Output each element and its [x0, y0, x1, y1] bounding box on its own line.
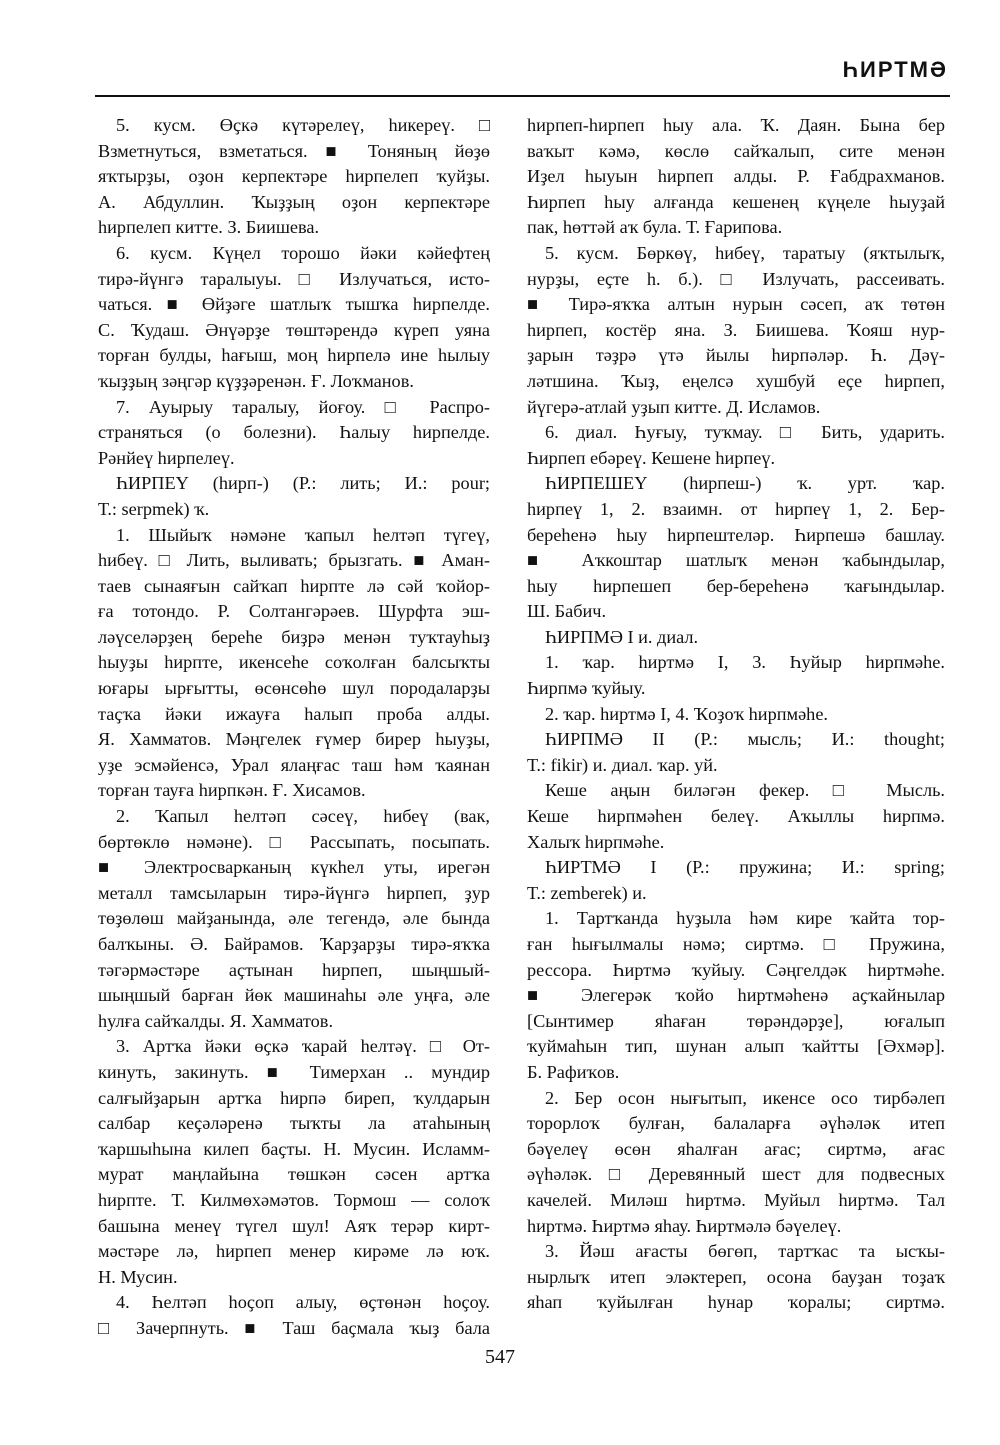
text-line: А. Абдуллин. Ҡыҙҙың оҙон керпектәре	[98, 191, 490, 212]
text-line: һиртмә. Һиртмә яһау. Һиртмәлә бәүелеү.	[527, 1215, 842, 1236]
text-line: 1. Тартҡанда һуҙыла һәм кире ҡайта тор-	[545, 908, 945, 929]
text-line: Иҙел һыуын һирпеп алды. Р. Ғабдрахманов.	[527, 166, 945, 187]
text-line: мәстәре лә, һирпеп менер кирәме лә юҡ.	[98, 1241, 490, 1262]
text-line: бөртөклө нәмәне). □ Рассыпать, посыпать.	[98, 831, 490, 852]
text-line: таев сынаяғын сайҡап һирпте лә сәй ҡойор-	[98, 575, 490, 596]
text-line: Халыҡ һирпмәһе.	[527, 831, 665, 852]
text-line: һулға сайҡалды. Я. Хамматов.	[98, 1010, 334, 1031]
text-line: 2. ҡар. һиртмә I, 4. Ҡоҙоҡ һирпмәһе.	[545, 703, 829, 724]
text-line: бәүелеү өсөн яһалған ағас; сиртмә, ағас	[527, 1138, 945, 1159]
text-line: Н. Мусин.	[98, 1266, 178, 1287]
text-line: береһенә һыу һирпештеләр. Һирпешә башлау.	[527, 524, 945, 545]
text-line: һирпеү 1, 2. взаимн. от һирпеү 1, 2. Бер-	[527, 498, 945, 519]
text-line: ■ Элегерәк ҡойо һиртмәһенә аҫҡайнылар	[527, 985, 945, 1006]
text-line: 3. Артҡа йәки өҫкә ҡарай һелтәү. □ От-	[116, 1036, 490, 1057]
text-line: ләтшина. Ҡыҙ, еңелсә хушбуй еҫе һирпеп,	[527, 370, 945, 391]
text-line: ҡуймаһын тип, шунан алып ҡайтты [Әхмәр].	[527, 1036, 945, 1057]
text-line: һирпеп, костёр яна. З. Биишева. Ҡояш нур-	[527, 319, 945, 340]
text-line: 2. Ҡапыл һелтәп сәсеү, һибеү (вак,	[116, 806, 490, 827]
text-line: нурҙы, еҫте һ. б.). □ Излучать, рассеивать.	[527, 268, 945, 289]
text-line: 1. Шыйыҡ нәмәне ҡапыл һелтәп түгеү,	[116, 524, 490, 545]
text-line: Т.: serpmek) ҡ.	[98, 498, 210, 519]
header-rule	[95, 95, 950, 97]
text-line: Б. Рафиҡов.	[527, 1061, 620, 1082]
text-line: страняться (о болезни). Һалыу һирпелде.	[98, 422, 490, 443]
text-line: яҡтырҙы, оҙон керпектәре һирпелеп ҡуйҙы.	[98, 166, 490, 187]
text-line: ған һығылмалы нәмә; сиртмә. □ Пружина,	[527, 934, 945, 954]
text-line: ләүселәрҙең береһе биҙрә менән туҡтауһыҙ	[98, 626, 490, 647]
text-line: йүгерә-атлай уҙып китте. Д. Исламов.	[527, 396, 821, 417]
text-line: һирпеп-һирпеп һыу ала. Ҡ. Даян. Бына бер	[527, 115, 945, 135]
text-line: салбар кеҫәләренә тыҡты ла атаһының	[98, 1113, 490, 1134]
text-line: ҺИРТМӘ I (Р.: пружина; И.: spring;	[545, 857, 945, 878]
right-column	[527, 113, 945, 1316]
text-line: С. Ҡудаш. Әнүәрҙе төштәрендә күреп уяна	[98, 319, 490, 340]
text-line: һыу һирпешеп бер-береһенә ҡағындылар.	[527, 575, 945, 596]
text-line: торған булды, һағыш, моң һирпелә ине һылыу	[98, 345, 490, 366]
text-line: төҙөлөш майҙанында, әле тегендә, әле бында	[98, 908, 490, 929]
text-line: Һирпеп һыу алғанда кешенең күңеле һыуҙай	[527, 191, 945, 212]
page-header	[95, 55, 950, 97]
text-line: ҡыҙҙың зәңгәр күҙҙәренән. Ғ. Лоҡманов.	[98, 370, 414, 391]
text-line: 3. Йәш ағасты бөгөп, тартҡас та ысҡы-	[545, 1241, 945, 1262]
text-line: Кеше һирпмәһен белеү. Аҡыллы һирпмә.	[527, 806, 945, 827]
text-line: ■ Электросварканың күкһел уты, ирегән	[98, 857, 490, 878]
text-line: Я. Хамматов. Мәңгелек ғүмер бирер һыуҙы,	[98, 729, 490, 750]
left-column	[98, 113, 490, 1342]
text-line: башына менеү түгел шул! Аяҡ терәр кирт-	[98, 1215, 490, 1236]
text-line: 1. ҡар. һиртмә I, 3. Һуйыр һирпмәһе.	[545, 652, 945, 673]
text-line: 6. кусм. Күңел торошо йәки кәйефтең	[116, 242, 490, 263]
text-line: балҡыны. Ә. Байрамов. Ҡарҙарҙы тирә-яҡҡа	[98, 934, 490, 954]
text-line: [Сынтимер яһаған төрәндәрҙе], юғалып	[527, 1010, 945, 1031]
text-line: Т.: fikir) и. диал. ҡар. уй.	[527, 754, 718, 775]
text-line: ваҡыт кәмә, көслө сайҡалып, сите менән	[527, 140, 945, 161]
text-line: ■ Аҡкоштар шатлыҡ менән ҡабындылар,	[527, 550, 945, 571]
text-line: уҙе эсмәйенсә, Урал ялаңғас таш һәм ҡаянан	[98, 754, 490, 775]
text-line: 5. кусм. Өҫкә күтәрелеү, һикереү. □	[116, 115, 490, 135]
text-line: нырлыҡ итеп эләктереп, осона бауҙан тоҙаҡ	[527, 1266, 945, 1287]
text-line: ға тотондо. Р. Солтангәрәев. Шурфта эш-	[98, 601, 490, 622]
text-line: юғары ырғытты, өсөнсөһө шул породаларҙы	[98, 678, 490, 699]
text-line: һыуҙы һирпте, икенсеһе соҡолған балсыҡты	[98, 652, 490, 673]
text-line: качелей. Миләш һиртмә. Муйыл һиртмә. Тал	[527, 1189, 945, 1210]
text-line: мурат маңлайына төшкән сәсен артҡа	[98, 1164, 490, 1185]
text-line: торорлоҡ булған, балаларға әүһәләк итеп	[527, 1113, 945, 1134]
text-line: Һирпеп ебәреү. Кешене һирпеү.	[527, 447, 776, 468]
text-line: тәгәрмәстәре аҫтынан һирпеп, шыңшый-	[98, 959, 490, 980]
text-line: салғыйҙарын артҡа һирпә биреп, ҡулдарын	[98, 1087, 490, 1108]
text-line: 2. Бер осон нығытып, икенсе осо тирбәлеп	[545, 1087, 945, 1108]
text-line: яһап ҡуйылған һунар ҡоралы; сиртмә.	[527, 1292, 945, 1313]
text-line: ҡаршыһына килеп баҫты. Н. Мусин. Исламм-	[98, 1138, 490, 1159]
text-line: Кеше аңын биләгән фекер. □ Мысль.	[545, 780, 945, 801]
text-line: тирә-йүнгә таралыуы. □ Излучаться, исто-	[98, 268, 490, 289]
text-line: шыңшый барған йөк машинаһы әле уңға, әле	[98, 985, 490, 1006]
text-line: 4. Һелтәп һоҫоп алыу, өҫтөнән һоҫоу.	[116, 1292, 490, 1313]
text-line: 6. диал. Һуғыу, туҡмау. □ Бить, ударить.	[545, 422, 945, 443]
text-line: ҺИРПМӘ I и. диал.	[545, 626, 699, 647]
text-line: металл тамсыларын тирә-йүнгә һирпеп, ҙур	[98, 882, 490, 903]
text-line: ҺИРПЕШЕҮ (һирпеш-) ҡ. урт. ҡар.	[545, 473, 945, 494]
text-line: ҙарын тәҙрә үтә йылы һирпәләр. Һ. Дәү-	[527, 345, 945, 366]
text-line: Т.: zemberek) и.	[527, 882, 647, 903]
text-line: таҫҡа йәки ижауға һалып проба алды.	[98, 703, 490, 724]
text-line: чаться. ■ Өйҙәге шатлыҡ тышҡа һирпелде.	[98, 294, 490, 315]
text-line: 7. Ауырыу таралыу, йоғоу. □ Распро-	[116, 396, 490, 417]
text-line: һибеү. □ Лить, выливать; брызгать. ■ Аман-	[98, 550, 490, 571]
page-number: 547	[485, 1346, 515, 1368]
text-line: рессора. Һиртмә ҡуйыу. Сәңгелдәк һиртмәһе.	[527, 959, 945, 980]
text-line: ҺИРПЕҮ (һирп-) (Р.: лить; И.: pour;	[116, 473, 490, 494]
text-line: □ Зачерпнуть. ■ Таш баҫмала ҡыҙ бала	[98, 1317, 490, 1338]
text-line: Ш. Бабич.	[527, 601, 607, 622]
text-line: пак, һөттәй аҡ була. Т. Ғарипова.	[527, 217, 783, 238]
text-line: ҺИРПМӘ II (Р.: мысль; И.: thought;	[545, 729, 945, 750]
text-line: торған тауға һирпкән. Ғ. Хисамов.	[98, 780, 366, 801]
text-line: Взметнуться, взметаться. ■ Тоняның йөҙө	[98, 140, 490, 161]
text-line: Рәнйеү һирпелеү.	[98, 447, 235, 468]
text-line: Һирпмә ҡуйыу.	[527, 678, 646, 699]
text-line: 5. кусм. Бөркөү, һибеү, таратыу (яҡтылыҡ,	[545, 242, 945, 263]
text-line: ■ Тирә-яҡҡа алтын нурын сәсеп, аҡ төтөн	[527, 294, 945, 315]
text-line: әүһәләк. □ Деревянный шест для подвесных	[527, 1164, 945, 1185]
text-line: һирпелеп китте. З. Биишева.	[98, 217, 320, 238]
text-line: һирпте. Т. Килмөхәмәтов. Тормош — солоҡ	[98, 1189, 490, 1210]
text-line: кинуть, закинуть. ■ Тимерхан .. мундир	[98, 1061, 490, 1082]
running-head: ҺИРТМӘ	[842, 57, 948, 82]
